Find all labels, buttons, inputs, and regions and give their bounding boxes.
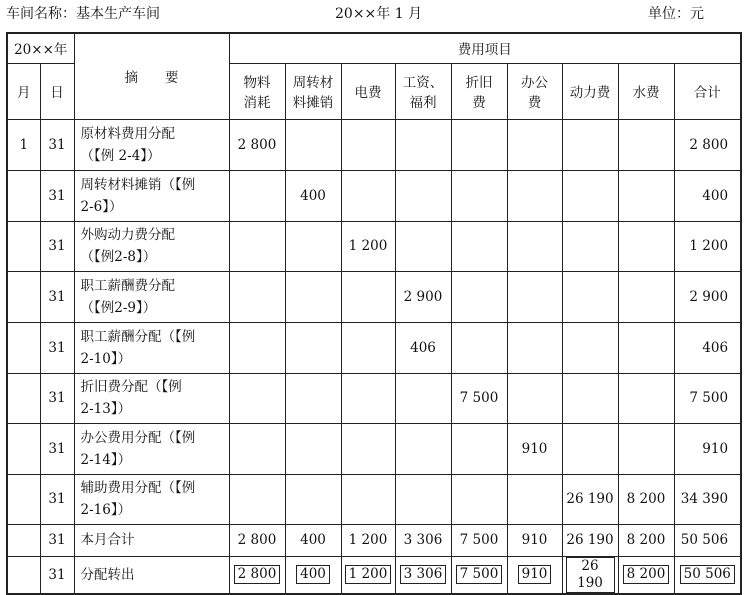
month-cell [7,271,40,322]
day-cell: 31 [40,423,74,474]
day-cell: 31 [40,271,74,322]
month-cell [7,373,40,423]
materials-cell [229,423,285,474]
month-cell: 1 [7,119,40,170]
materials-cell [229,271,285,322]
month-cell [7,423,40,474]
year-header: 20××年 [7,33,74,63]
table-row [7,474,741,524]
depreciation-header: 折旧 费 [451,63,507,119]
turnover-cell [285,373,341,423]
day-cell: 31 [40,373,74,423]
total-header: 合计 [674,63,741,119]
materials-cell [229,170,285,221]
day-cell: 31 [40,474,74,524]
turnover-cell [285,322,341,373]
depreciation-cell [451,556,507,594]
water-cell: 8 200 [618,524,674,556]
table-row [7,271,741,322]
electricity-cell [341,119,395,170]
depreciation-cell: 7 500 [451,524,507,556]
water-cell [618,322,674,373]
depreciation-cell [451,474,507,524]
water-cell [618,423,674,474]
wages-cell [395,373,451,423]
total-cell: 400 [674,170,741,221]
electricity-cell [341,322,395,373]
total-cell: 7 500 [674,373,741,423]
day-cell: 31 [40,119,74,170]
wages-cell [395,556,451,594]
office-header: 办公 费 [507,63,562,119]
day-cell: 31 [40,221,74,271]
materials-cell [229,221,285,271]
office-cell [507,322,562,373]
turnover-cell [285,119,341,170]
electricity-cell [341,556,395,594]
total-cell: 34 390 [674,474,741,524]
electricity-cell [341,373,395,423]
boxed-amount: 8 200 [623,565,670,584]
office-cell: 910 [507,423,562,474]
table-row [7,119,741,170]
turnover-cell [285,271,341,322]
total-cell: 50 506 [674,524,741,556]
water-cell [618,221,674,271]
materials-cell: 2 800 [229,119,285,170]
turnover-cell [285,221,341,271]
day-header: 日 [40,63,74,119]
expense-items-header: 费用项目 [229,33,741,63]
office-cell [507,221,562,271]
total-cell: 406 [674,322,741,373]
water-cell: 8 200 [618,474,674,524]
electricity-cell: 1 200 [341,524,395,556]
summary-header: 摘 要 [74,33,229,119]
summary-cell: 本月合计 [74,524,229,556]
workshop-name: 车间名称：基本生产车间 [6,6,160,22]
summary-cell: 折旧费分配（【例 2-13】） [74,373,229,423]
summary-cell: 原材料费用分配 （【例 2-4】） [74,119,229,170]
wages-cell: 3 306 [395,524,451,556]
depreciation-cell [451,322,507,373]
power-cell [562,221,618,271]
table-row [7,373,741,423]
depreciation-cell: 7 500 [451,373,507,423]
power-header: 动力费 [562,63,618,119]
day-cell: 31 [40,524,74,556]
boxed-amount: 400 [296,565,330,584]
boxed-amount: 1 200 [345,565,392,584]
summary-cell: 周转材料摊销（【例 2-6】） [74,170,229,221]
boxed-amount: 910 [518,565,552,584]
power-cell [562,271,618,322]
water-cell [618,271,674,322]
transfer-out-row [7,556,741,594]
power-cell: 26 190 [562,524,618,556]
office-cell [507,271,562,322]
period-label: 20××年 1 月 [335,6,423,22]
turnover-cell [285,474,341,524]
materials-cell: 2 800 [229,524,285,556]
total-cell: 1 200 [674,221,741,271]
depreciation-cell [451,271,507,322]
summary-cell: 职工薪酬分配（【例 2-10】） [74,322,229,373]
boxed-amount: 2 800 [234,565,281,584]
turnover-cell: 400 [285,524,341,556]
day-cell: 31 [40,556,74,594]
water-cell [618,119,674,170]
boxed-amount: 3 306 [400,565,447,584]
month-cell [7,322,40,373]
electricity-header: 电费 [341,63,395,119]
water-cell [618,170,674,221]
electricity-cell [341,423,395,474]
electricity-cell [341,474,395,524]
month-cell [7,556,40,594]
boxed-amount: 7 500 [456,565,503,584]
month-cell [7,474,40,524]
wages-cell [395,423,451,474]
power-cell: 26 190 [562,474,618,524]
wages-cell: 2 900 [395,271,451,322]
office-cell [507,474,562,524]
materials-cell [229,556,285,594]
turnover-cell [285,423,341,474]
wages-cell [395,221,451,271]
materials-cell [229,322,285,373]
header-row-1 [7,33,741,63]
water-cell [618,556,674,594]
month-cell [7,221,40,271]
boxed-amount: 26 190 [566,557,615,593]
monthly-total-row [7,524,741,556]
depreciation-cell [451,221,507,271]
day-cell: 31 [40,322,74,373]
power-cell [562,322,618,373]
power-cell [562,373,618,423]
table-row [7,322,741,373]
turnover-cell [285,556,341,594]
depreciation-cell [451,423,507,474]
office-cell [507,119,562,170]
wages-header: 工资、 福利 [395,63,451,119]
office-cell [507,373,562,423]
wages-cell: 406 [395,322,451,373]
day-cell: 31 [40,170,74,221]
depreciation-cell [451,119,507,170]
materials-cell [229,373,285,423]
boxed-amount: 50 506 [680,565,735,584]
wages-cell [395,474,451,524]
power-cell [562,170,618,221]
office-cell [507,170,562,221]
office-cell: 910 [507,524,562,556]
manufacturing-overhead-ledger [6,32,742,595]
total-cell: 2 800 [674,119,741,170]
electricity-cell [341,170,395,221]
turnover-header: 周转材 料摊销 [285,63,341,119]
month-cell [7,170,40,221]
total-cell: 2 900 [674,271,741,322]
turnover-cell: 400 [285,170,341,221]
materials-header: 物料 消耗 [229,63,285,119]
depreciation-cell [451,170,507,221]
wages-cell [395,170,451,221]
water-cell [618,373,674,423]
summary-cell: 外购动力费分配 （【例2-8】） [74,221,229,271]
wages-cell [395,119,451,170]
power-cell [562,119,618,170]
month-cell [7,524,40,556]
power-cell [562,423,618,474]
summary-cell: 职工薪酬费分配 （【例2-9】） [74,271,229,322]
summary-cell: 分配转出 [74,556,229,594]
power-cell [562,556,618,594]
total-cell: 910 [674,423,741,474]
office-cell [507,556,562,594]
summary-cell: 辅助费用分配（【例 2-16】） [74,474,229,524]
materials-cell [229,474,285,524]
total-cell [674,556,741,594]
table-row [7,221,741,271]
water-header: 水费 [618,63,674,119]
unit-label: 单位：元 [648,6,704,22]
month-header: 月 [7,63,40,119]
table-row [7,170,741,221]
electricity-cell: 1 200 [341,221,395,271]
electricity-cell [341,271,395,322]
table-row [7,423,741,474]
summary-cell: 办公费用分配（【例 2-14】） [74,423,229,474]
